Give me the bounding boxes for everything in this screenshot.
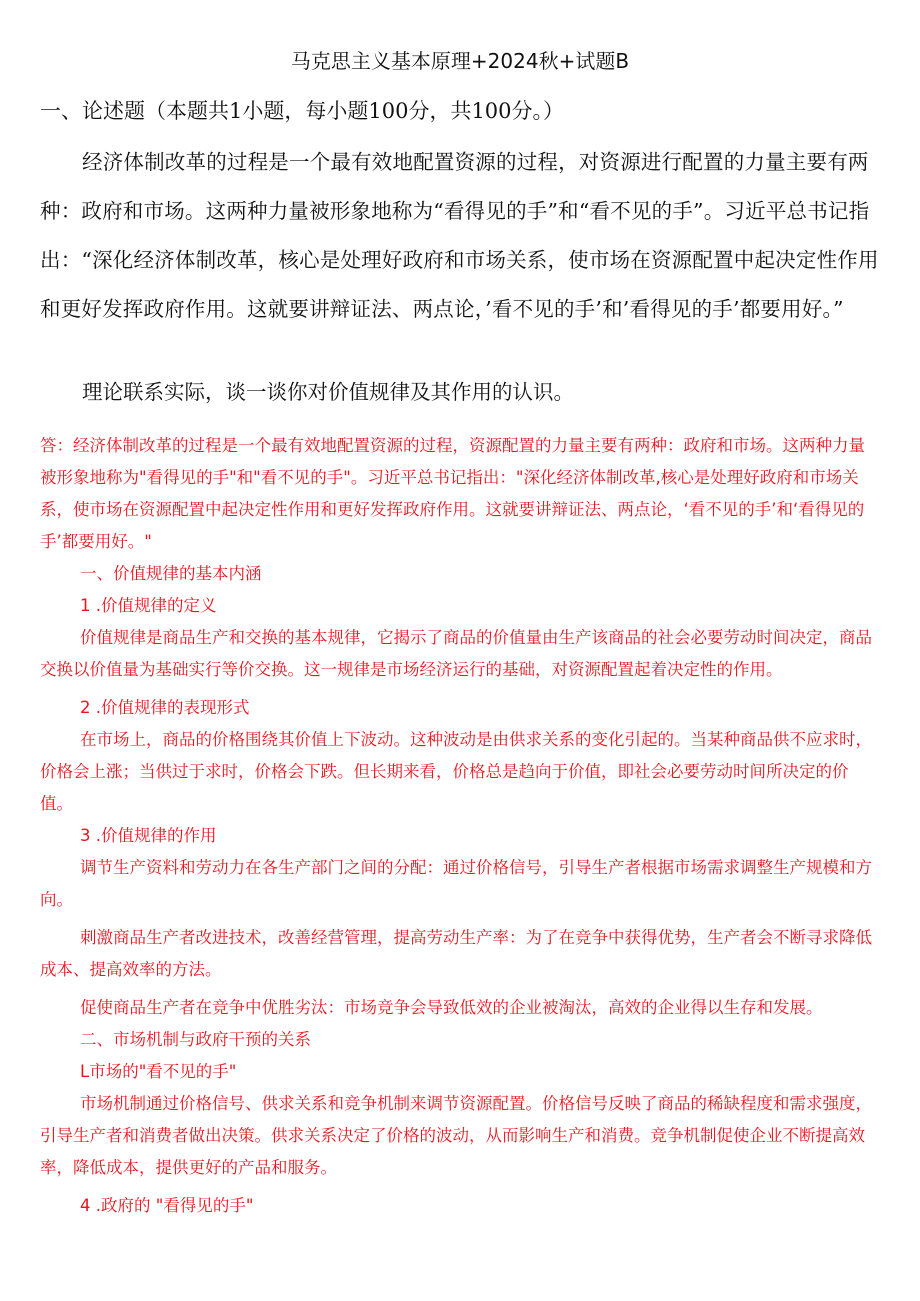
question-prompt: 理论联系实际，谈一谈你对价值规律及其作用的认识。 [82,380,574,404]
answer-heading-2: 二、市场机制与政府干预的关系 [80,1030,311,1049]
answer-subheading-2-1: L市场的"看不见的手" [80,1062,237,1081]
answer-paragraph-5: 促使商品生产者在竞争中优胜劣汰：市场竞争会导致低效的企业被淘汰，高效的企业得以生存和发展。 [80,998,823,1017]
document-title: 马克思主义基本原理+2024秋+试题B [290,49,630,73]
answer-subheading-1-2: 2 .价值规律的表现形式 [80,698,250,717]
answer-paragraph-1: 价值规律是商品生产和交换的基本规律，它揭示了商品的价值量由生产该商品的社会必要劳动时间决定，商品交换以价值量为基础实行等价交换。这一规律是市场经济运行的基础，对资源配置起着决定性的作用。 [40,628,872,679]
question-text: 经济体制改革的过程是一个最有效地配置资源的过程，对资源进行配置的力量主要有两种：政府和市场。这两种力量被形象地称为“看得见的手”和“看不见的手”。习近平总书记指出：“深化经济体制改革，核心是处理好政府和市场关系，使市场在资源配置中起决定性作用和更好发挥政府作用。这就要讲辩证法、两点论，’看不见的手’和’看得见的手’都要用好。” [40,150,879,321]
answer-paragraph-2: 在市场上，商品的价格围绕其价值上下波动。这种波动是由供求关系的变化引起的。当某种商品供不应求时，价格会上涨；当供过于求时，价格会下跌。但长期来看，价格总是趋向于价值，即社会必要劳动时间所决定的价值。 [40,730,872,813]
section-heading: 一、论述题（本题共1小题，每小题100分，共100分。） [40,99,565,123]
answer-block [40,430,880,1222]
answer-heading-1: 一、价值规律的基本内涵 [80,564,262,583]
answer-subheading-2-2: 4 .政府的 "看得见的手" [80,1196,254,1215]
answer-intro: 答：经济体制改革的过程是一个最有效地配置资源的过程，资源配置的力量主要有两种：政府和市场。这两种力量被形象地称为"看得见的手"和"看不见的手"。习近平总书记指出："深化经济体制改革,核心是处理好政府和市场关系，使市场在资源配置中起决定性作用和更好发挥政府作用。这就要讲辩证法、两点论，‘看不见的手’和‘看得见的手’都要用好。" [40,436,865,551]
answer-subheading-1-3: 3 .价值规律的作用 [80,826,217,845]
answer-paragraph-6: 市场机制通过价格信号、供求关系和竞争机制来调节资源配置。价格信号反映了商品的稀缺程度和需求强度，引导生产者和消费者做出决策。供求关系决定了价格的波动，从而影响生产和消费。竞争机制促使企业不断提高效率，降低成本，提供更好的产品和服务。 [40,1094,872,1177]
answer-paragraph-4: 刺激商品生产者改进技术，改善经营管理，提高劳动生产率：为了在竞争中获得优势，生产者会不断寻求降低成本、提高效率的方法。 [40,928,872,979]
answer-paragraph-3: 调节生产资料和劳动力在各生产部门之间的分配：通过价格信号，引导生产者根据市场需求调整生产规模和方向。 [40,858,872,909]
answer-subheading-1-1: 1 .价值规律的定义 [80,596,217,615]
